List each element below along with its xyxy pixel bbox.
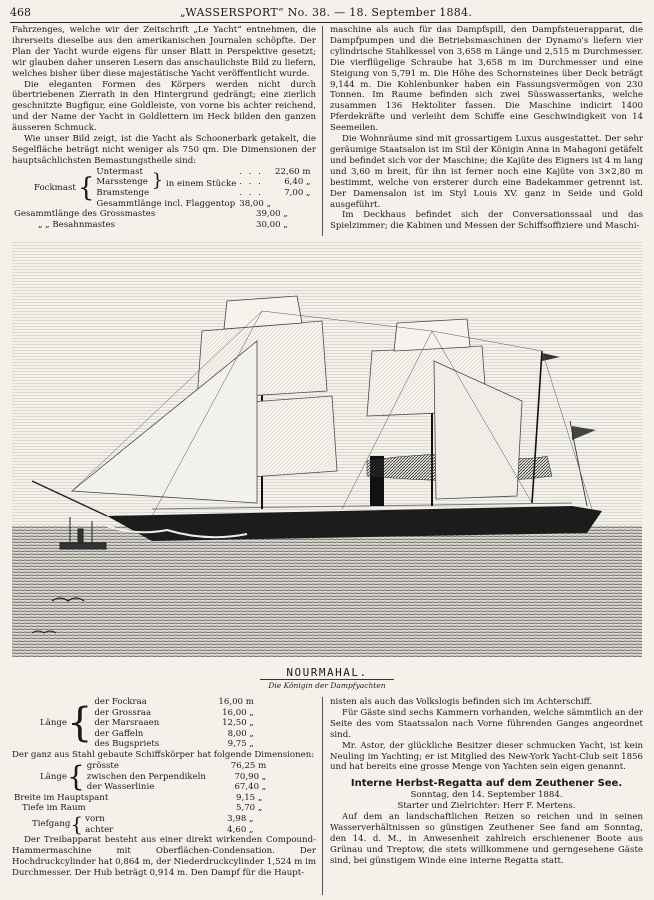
hull-dimensions-table — [38, 761, 268, 793]
ship-illustration — [12, 241, 642, 657]
mast-value: 6,40 „ — [284, 177, 311, 188]
paragraph: Fahrzenges, welche wir der Zeitschrift „Le Yacht“ entnehmen, die ihrerseits dieselbe aus den amerikanischen Journalen schöpfte. Der Plan der Yacht wurde eigens für unser Blatt in Perspektive gesetzt; wir glauben daher unseren Lesern das anschaulichste Bild zu liefern, welches bisher über diese majestätische Yacht veröffentlicht wurde. — [12, 25, 316, 79]
mast-note: in einem Stücke — [165, 178, 237, 189]
gross-label: Gesammtlänge des Grossmastes — [14, 209, 156, 220]
spar-name: der Marsraaen — [94, 718, 160, 729]
paragraph: maschine als auch für das Dampfspill, den Dampfsteuerapparat, die Dampfpumpen und die Betriebsmaschinen der Dynamo's liefern vier cylindrische Stahlkessel von 3,658 m Länge und 2,515 m Durchmesser. Die vierflügelige Schraube hat 3,658 m im Durchmesser und eine Steigung von 5,791 m. Die Höhe des Schornsteines über Deck beträgt 9,144 m. Die Kohlenbunker haben ein Fassungsvermögen von 230 Tonnen. Im Raume befinden sich zwei Süsswassertanks, welche zusammen 136 Hektoliter fassen. Die Maschine indicirt 1400 Pferdekräfte und verleiht dem Schiffe eine Geschwindigkeit von 14 Seemeilen. — [330, 25, 643, 134]
tiefe-label: Tiefe im Raum — [22, 803, 86, 814]
page-header — [10, 6, 642, 22]
laenge-label: Länge — [40, 718, 67, 729]
brace: { — [77, 172, 95, 203]
spar-value: 16,00 m — [218, 697, 254, 707]
hull-name: der Wasserlinie — [86, 782, 155, 793]
spar-name: der Fockraa — [94, 697, 147, 707]
steam-yacht-engraving — [12, 241, 642, 657]
header-rule — [10, 22, 642, 23]
hull-extra-table — [12, 793, 264, 814]
top-left-column — [12, 25, 316, 238]
gross-value: 39,00 „ — [256, 209, 288, 220]
bottom-right-column — [330, 697, 643, 897]
brace: { — [66, 700, 93, 747]
tiefgang-name: vorn — [85, 814, 105, 825]
brace: { — [70, 812, 84, 837]
regatta-date: Sonntag, den 14. September 1884. — [410, 790, 563, 801]
hull-name: zwischen den Perpendikeln — [86, 771, 206, 782]
tiefgang-value: 4,60 „ — [227, 824, 254, 835]
spar-value: 12,50 „ — [222, 718, 254, 729]
besan-label: „ „ Besahnmastes — [38, 219, 116, 230]
tiefgang-label: Tiefgang — [32, 819, 71, 830]
spar-value: 9,75 „ — [227, 739, 254, 750]
mast-totals-table — [12, 209, 290, 230]
mast-group-label: Fockmast — [34, 182, 76, 193]
tiefgang-value: 3,98 „ — [227, 814, 254, 825]
paragraph: Die Wohnräume sind mit grossartigem Luxus ausgestattet. Der sehr geräumige Staatsalon ist im Stil der Königin Anna in Mahagoni getäfelt und befindet sich vor der Maschine; die Kajüte des Eigners ist 4 m lang und 3,60 m breit, für ihn ist ferner noch eine Kajüte von 3×2,80 m bestimmt, welche von ersterer durch eine Badekammer getrennt ist. Der Damensalon ist im Styl Louis XV. ganz in Seide und Gold ausgeführt. — [330, 134, 643, 210]
paragraph: nisten als auch das Volkslogis befinden sich im Achterschiff. — [330, 697, 593, 707]
mast-name: Untermast — [96, 166, 143, 177]
breite-label: Breite im Hauptspant — [14, 792, 109, 803]
paragraph: Wie unser Bild zeigt, ist die Yacht als Schoonerbark getakelt, die Segelfläche beträgt nicht weniger als 750 qm. Die Dimensionen der hauptsächlichsten Bemastungstheile sind: — [12, 134, 316, 166]
hull-laenge-label: Länge — [40, 771, 67, 782]
paragraph: Auf dem an landschaftlichen Reizen so reichen und in seinen Wasserverhältnissen so günstigen Zeuthener See fand am Sonntag, den 14. d. M., in Anwesenheit zahlreich erschienener Boote aus Grünau und Treptow, die stets willkommene und gerngesehene Gäste sind, bei günstigem Winde eine interne Regatta statt. — [330, 812, 643, 866]
brace: { — [66, 759, 85, 793]
page-number: 468 — [10, 6, 31, 19]
top-right-column — [330, 25, 643, 238]
tiefgang-table — [30, 814, 255, 835]
paragraph: Die eleganten Formen des Körpers werden nicht durch übertriebenen Zierrath in den Hintergrund gedrängt; eine zierlich geschnitzte Bugfigur, eine Goldleiste, von vorne bis achter reichend, und der Name der Yacht in Goldlettern im Heck bilden den ganzen äusseren Schmuck. — [12, 79, 316, 134]
journal-title: „WASSERSPORT“ No. 38. — 18. September 1884. — [179, 6, 473, 19]
spar-name: der Gaffeln — [94, 728, 144, 739]
besan-value: 30,00 „ — [256, 219, 288, 230]
hull-intro: Der ganz aus Stahl gebaute Schiffskörper hat folgende Dimensionen: — [12, 749, 315, 760]
spar-name: der Grossraa — [94, 707, 152, 718]
brace: } — [151, 169, 164, 191]
paragraph: Im Deckhaus befindet sich der Conversationssaal und das Spielzimmer; die Kabinen und Messen der Schiffsoffiziere und Maschi- — [330, 210, 643, 232]
hull-value: 67,40 „ — [234, 782, 267, 793]
illustration-title: NOURMAHAL. — [286, 666, 368, 679]
mast-value: 22,60 m — [275, 166, 311, 177]
mast-value: 38,00 „ — [239, 198, 272, 209]
regatta-starter: Starter und Zielrichter: Herr F. Mertens. — [397, 801, 576, 812]
section-heading: Interne Herbst-Regatta auf dem Zeuthener See. — [350, 778, 623, 790]
hull-value: 70,90 „ — [234, 771, 267, 782]
mast-value: 7,00 „ — [284, 187, 311, 198]
paragraph: Mr. Astor, der glückliche Besitzer dieser schmucken Yacht, ist kein Neuling im Yachting; er ist Mitglied des New-York Yacht-Club seit 1856 und hat bereits eine grosse Menge von Yachten sein eigen genannt. — [330, 740, 643, 773]
paragraph: Der Treibapparat besteht aus einer direkt wirkenden Compound-Hammermaschine mit Oberflächen-Condensation. Der Hochdruckcylinder hat 0,864 m, der Niederdruckcylinder 1,524 m im Durchmesser. Der Hub beträgt 0,914 m. Den Dampf für die Haupt- — [12, 835, 316, 878]
mast-name: Marsstenge — [96, 177, 148, 188]
spar-value: 16,00 „ — [222, 707, 254, 718]
mast-dimensions-table: Fockmast { Untermast } in einem Stücke . . . 22,60 m Marsstenge . . . 6,40 „ Bramstenge . . . 7,00 „ Gesammtlänge incl. Flaggentop 38,00 „ — [34, 166, 311, 209]
tiefe-value: 5,70 „ — [236, 803, 263, 814]
tiefgang-name: achter — [85, 824, 114, 835]
hull-value: 76,25 m — [230, 760, 267, 771]
column-divider — [322, 26, 323, 236]
caption-rule — [260, 679, 394, 680]
mast-name: Bramstenge — [96, 187, 150, 198]
hull-name: grösste — [86, 760, 119, 771]
spar-dimensions-table — [38, 697, 256, 750]
bottom-left-column — [12, 697, 316, 897]
mast-name: Gesammtlänge incl. Flaggentop — [96, 198, 236, 209]
spar-value: 8,00 „ — [227, 728, 254, 739]
paragraph: Für Gäste sind sechs Kammern vorhanden, welche sämmtlich an der Seite des vom Staatssalon nach Vorne führenden Ganges angeordnet sind. — [330, 707, 643, 740]
column-divider — [322, 697, 323, 895]
breite-value: 9,15 „ — [236, 792, 263, 803]
spar-name: des Bugspriets — [94, 739, 160, 750]
illustration-subtitle: Die Königin der Dampfyachten — [268, 681, 386, 690]
